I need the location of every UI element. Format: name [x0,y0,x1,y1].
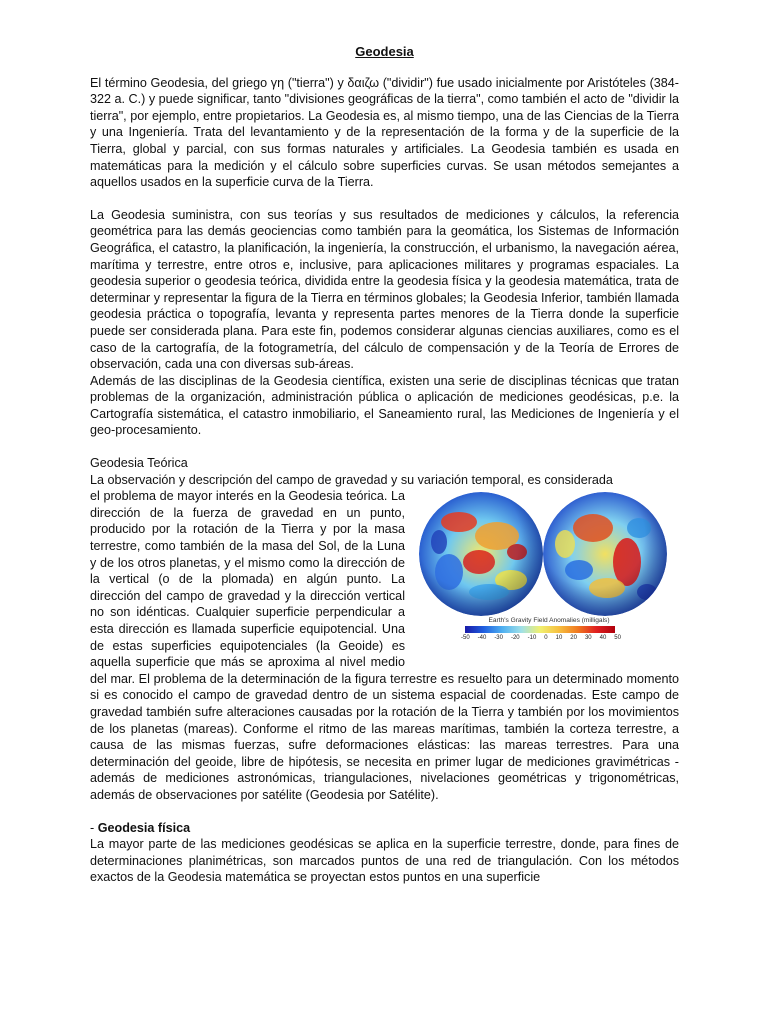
paragraph-fisica: La mayor parte de las mediciones geodésicas se aplica en la superficie terrestre, donde, para fines de determinaciones planimétricas, son marcados puntos de una red de triangulación. Con los métodos exactos de la Geodesia matemática se proyectan estos puntos en una superficie [90,837,679,885]
paragraph-geodesia-suministra: La Geodesia suministra, con sus teorías y sus resultados de mediciones y cálculos, la referencia geométrica para las demás geociencias como también para la geomática, los Sistemas de Información Geográfica, el catastro, la planificación, la ingeniería, la construcción, el urbanismo, la navegación aérea, marítima y terrestre, entre otros e, inclusive, para aplicaciones militares y programas espaciales. La geodesia superior o geodesia teórica, dividida entre la geodesia física y la geodesia matemática, trata de determinar y representar la figura de la Tierra en términos globales; la Geodesia Inferior, también llamada geodesia práctica o topografía, levanta y representa partes menores de la Tierra donde la superficie puede ser considerada plana. Para este fin, podemos considerar algunas ciencias auxiliares, como es el caso de la cartografía, de la fotogrametría, del cálculo de compensación y de la Teoría de Errores de observación, cada una con diversas sub-áreas. [90,207,679,372]
paragraph-teorica-line1: La observación y descripción del campo de gravedad y su variación temporal, es considerada [90,472,613,487]
document-page [90,44,679,886]
globe-image-right [543,492,667,616]
legend-title: Earth's Gravity Field Anomalies (milligals) [488,617,610,625]
section-heading-teorica: Geodesia Teórica [90,456,188,471]
legend-tick: 50 [614,635,621,642]
paragraph-teorica-body: el problema de mayor interés en la Geodesia teórica. La dirección de la fuerza de gravedad en un punto, producido por la rotación de la Tierra y por la masa terrestre, como también de la masa del Sol, de la Luna y de los otros planetas, y el mismo como la dirección de la vertical (o de la plomada) en algún punto. La dirección del campo de gravedad y la dirección vertical no son idénticas. Cualquier superficie perpendicular a esta dirección es llamada superficie equipotencial. Una de estas superficies equipotenciales (la Geoide) es aquella superficie que más se aproxima al nivel medio del mar. El problema de la determinación de la figura terrestre es resuelto para un determinado momento si es conocido el campo de gravedad dentro de un sistema espacial de coordenadas. Este campo de gravedad también sufre alteraciones causadas por la rotación de la Tierra y también por los movimientos de los planetas (mareas). Conforme el ritmo de las mareas marítimas, también la corteza terrestre, a causa de las mismas fuerzas, sufre deformaciones elásticas: las mareas terrestres. Para una determinación del geoide, libre de hipótesis, se necesita en primer lugar de mediciones gravimétricas -además de mediciones astronómicas, triangulaciones, nivelaciones geométricas y trigonométricas, además de observaciones por satélite (Geodesia por Satélite). [90,489,679,802]
gravity-anomaly-figure [415,490,679,652]
section-heading-fisica [90,820,679,837]
legend-tick: 40 [599,635,607,642]
globe-image-left [419,492,543,616]
color-scale-ticks [461,634,621,642]
legend-tick: -10 [527,635,537,642]
legend-tick: -50 [461,635,470,642]
section-dash: - [90,820,98,835]
section-heading-fisica-label: Geodesia física [97,820,191,835]
paragraph-intro: El término Geodesia, del griego γη ("tierra") y δαιζω ("dividir") fue usado inicialmente por Aristóteles (384-322 a. C.) y puede significar, tanto "divisiones geográficas de la tierra", como también el acto de "dividir la tierra", por ejemplo, entre propietarios. La Geodesia es, al mismo tiempo, una de las Ciencias de la Tierra y una Ingeniería. Trata del levantamiento y de la representación de la forma y de la superficie de la Tierra, global y parcial, con sus formas naturales y artificiales. La Geodesia también es usada en matemáticas para la medición y el cálculo sobre superficies curvas. Se usan métodos semejantes a aquellos usados en la superficie curva de la Tierra. [90,75,679,190]
document-title: Geodesia [355,44,414,59]
paragraph-disciplinas: Además de las disciplinas de la Geodesia científica, existen una serie de disciplinas técnicas que tratan problemas de la organización, administración pública o aplicación de mediciones geodésicas, p.e. la Cartografía sistemática, el catastro inmobiliario, el Saneamiento rural, las Mediciones de Ingeniería y el geo-procesamiento. [90,373,679,438]
legend-tick: -30 [494,635,503,642]
legend-tick: 30 [584,635,592,642]
legend-tick: -20 [510,635,520,642]
color-scale-bar [465,626,615,633]
legend-tick: 10 [555,635,563,642]
legend-tick: 0 [544,635,548,642]
legend-tick: 20 [570,635,577,642]
legend-tick: -40 [477,635,487,642]
